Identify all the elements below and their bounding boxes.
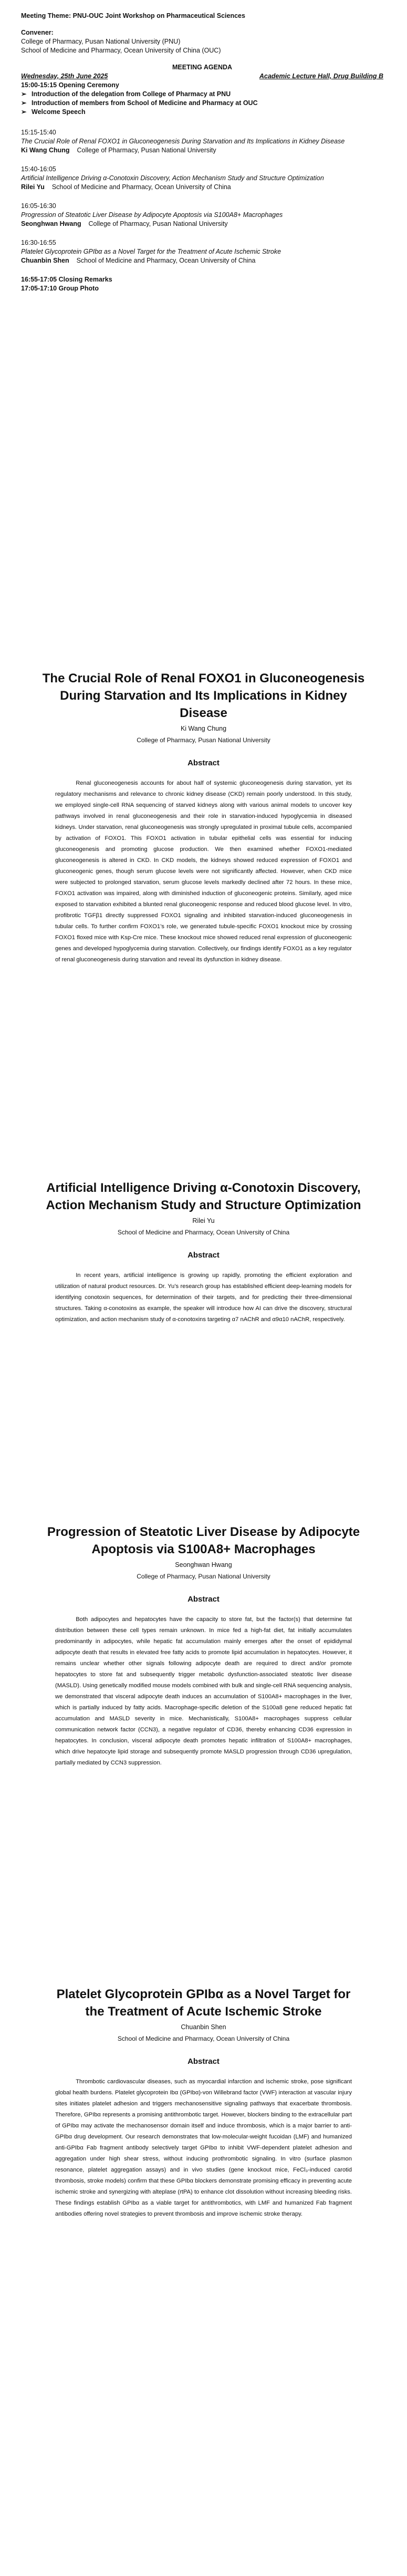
- convener-pnu: College of Pharmacy, Pusan National University (PNU): [21, 38, 181, 45]
- abstract-title: The Crucial Role of Renal FOXO1 in Gluconeogenesis During Starvation and Its Implications in Kidney Disease: [42, 671, 365, 720]
- abstract-section: [0, 1523, 407, 1769]
- talk-title: Progression of Steatotic Liver Disease by Adipocyte Apoptosis via S100A8+ Macrophages: [21, 211, 283, 219]
- convener-label: Convener:: [21, 29, 54, 36]
- talk-time: 16:05-16:30: [21, 202, 56, 210]
- abstract-section: [0, 670, 407, 965]
- abstract-body: Both adipocytes and hepatocytes have the capacity to store fat, but the factor(s) that determine fat distribution between these cell types remain unknown. In mice fed a high-fat diet, fat initially accumulates predominantly in adipocytes, while hepatic fat accumulation mainly emerges after the onset of epididymal adipocyte death that results in elevated free fatty acids to promote lipid accumulation in hepatocytes. However, it remains unclear whether other signals following adipocyte death are required to direct and/or promote hepatocytes to store fat and subsequently trigger metabolic dysfunction-associated steatotic liver disease (MASLD). Using genetically modified mouse models combined with bulk and single-cell RNA sequencing analysis, we demonstrated that visceral adipocyte death induces an accumulation of S100A8+ macrophages in the liver, which is partially induced by fatty acids. Macrophage-specific deletion of the S100a8 gene reduced hepatic fat accumulation and MASLD severity in mice. Mechanistically, S100A8+ macrophages suppress cellular communication network factor (CCN3), a negative regulator of CD36, thereby enhancing CD36 expression in hepatocytes. In conclusion, visceral adipocyte death promotes hepatic infiltration of S100A8+ macrophages, which drive hepatocyte lipid storage and subsequently promote MASLD progression through CD36 upregulation, partially mediated by CCN3 suppression.: [55, 1616, 352, 1766]
- abstract-speaker: Ki Wang Chung: [180, 725, 227, 732]
- talk-title: The Crucial Role of Renal FOXO1 in Gluconeogenesis During Starvation and Its Implications in Kidney Disease: [21, 138, 345, 145]
- agenda-talk: [21, 165, 383, 192]
- abstract-speaker: Rilei Yu: [192, 1217, 215, 1224]
- abstract-affiliation: College of Pharmacy, Pusan National University: [137, 736, 270, 744]
- agenda-talk: [21, 202, 383, 228]
- abstract-title: Progression of Steatotic Liver Disease by Adipocyte Apoptosis via S100A8+ Macrophages: [47, 1525, 360, 1556]
- closing-remarks: 16:55-17:05 Closing Remarks: [21, 276, 112, 283]
- bullet-arrow-icon: ➢: [21, 99, 27, 107]
- abstract-heading: Abstract: [187, 759, 220, 767]
- convener-ouc: School of Medicine and Pharmacy, Ocean University of China (OUC): [21, 47, 221, 54]
- abstract-affiliation: School of Medicine and Pharmacy, Ocean University of China: [117, 1229, 290, 1236]
- meeting-date: Wednesday, 25th June 2025: [21, 72, 108, 80]
- abstract-title: Platelet Glycoprotein GPIbα as a Novel Target for the Treatment of Acute Ischemic Stroke: [56, 1987, 351, 2019]
- talk-speaker: Ki Wang Chung: [21, 147, 70, 154]
- agenda-talk: [21, 238, 383, 265]
- agenda-heading: MEETING AGENDA: [172, 64, 233, 71]
- talk-affiliation: College of Pharmacy, Pusan National University: [88, 220, 228, 227]
- abstract-heading: Abstract: [187, 1251, 220, 1260]
- talk-time: 15:15-15:40: [21, 129, 56, 136]
- group-photo: 17:05-17:10 Group Photo: [21, 285, 99, 292]
- talk-time: 16:30-16:55: [21, 239, 56, 246]
- abstract-body: Renal gluconeogenesis accounts for about half of systemic gluconeogenesis during starvation, yet its regulatory mechanisms and relevance to chronic kidney disease (CKD) remain poorly understood. In this study, we employed single-cell RNA sequencing of starved kidneys along with various animal models to uncover key pathways involved in renal gluconeogenesis and their role in starvation-induced hypoglycemia in diseased kidneys. Under starvation, renal gluconeogenesis was strongly upregulated in proximal tubule cells, accompanied by activation of FOXO1. This FOXO1 activation in tubular epithelial cells was essential for inducing gluconeogenesis and promoting glucose production. We then examined whether FOXO1-mediated gluconeogenesis is altered in CKD. In CKD models, the kidneys showed reduced expression of FOXO1 and gluconeogenic genes, though serum glucose levels were not significantly affected. However, when CKD mice were subjected to prolonged starvation, serum glucose levels markedly declined after 72 hours. In these mice, FOXO1 activation was impaired, along with diminished induction of gluconeogenic proteins. Similarly, aged mice exposed to starvation exhibited a blunted renal gluconeogenic response and reduced blood glucose level. In vitro, profibrotic TGFβ1 directly suppressed FOXO1 signaling and inhibited starvation-induced gluconeogenesis in tubular cells. To further confirm FOXO1’s role, we generated tubule-specific FOXO1 knockout mice by crossing FOXO1 floxed mice with Ksp-Cre mice. These knockout mice showed reduced renal expression of gluconeogenic genes and developed hypoglycemia during starvation. Collectively, our findings identify FOXO1 as a key regulator of renal gluconeogenesis during starvation and reveal its dysfunction in kidney disease.: [55, 780, 352, 963]
- list-item: ➢ Introduction of members from School of Medicine and Pharmacy at OUC: [21, 99, 258, 107]
- abstract-affiliation: College of Pharmacy, Pusan National University: [137, 1573, 270, 1580]
- agenda-talk: [21, 128, 383, 155]
- abstract-speaker: Chuanbin Shen: [181, 2023, 226, 2031]
- talk-speaker: Seonghwan Hwang: [21, 220, 81, 227]
- meeting-theme: Meeting Theme: PNU-OUC Joint Workshop on Pharmaceutical Sciences: [21, 12, 245, 19]
- abstract-affiliation: School of Medicine and Pharmacy, Ocean University of China: [117, 2035, 290, 2042]
- opening-items: [21, 90, 383, 117]
- abstract-section: [0, 1986, 407, 2220]
- bullet-arrow-icon: ➢: [21, 108, 27, 116]
- abstract-body: Thrombotic cardiovascular diseases, such as myocardial infarction and ischemic stroke, pose significant global health burdens. Platelet glycoprotein Ibα (GPIbα)-von Willebrand factor (VWF) interaction at vascular injury sites initiates platelet adhesion and triggers mechanosensitive signaling pathways that exacerbate thrombosis. Therefore, GPIbα represents a promising antithrombotic target. However, blockers binding to the extracellular part of GPIbα may activate the mechanosensor domain itself and induce thrombosis, which is a major barrier to anti-GPIbα drug development. Our research demonstrates that low-molecular-weight fucoidan (LMF) and humanized anti-GPIbα Fab fragment antibody selectively target GPIbα to inhibit VWF-dependent platelet adhesion and aggregation under high shear stress, without inducing prothrombotic signaling. In vitro (surface plasmon resonance, platelet aggregation assays) and in vivo studies (gene knockout mice, FeCl₃-induced carotid thrombosis, stroke models) confirm that these GPIbα blockers demonstrate promising efficacy in preventing acute ischemic stroke and synergizing with alteplase (rtPA) to enhance clot dissolution without increasing bleeding risks. These findings establish GPIbα as a viable target for antithrombotics, with LMF and humanized Fab fragment antibodies offering novel strategies to prevent thrombosis and improve ischemic stroke therapy.: [55, 2079, 352, 2217]
- list-item: ➢ Introduction of the delegation from College of Pharmacy at PNU: [21, 90, 231, 98]
- talk-affiliation: College of Pharmacy, Pusan National University: [77, 147, 216, 154]
- talk-speaker: Rilei Yu: [21, 183, 45, 191]
- abstract-title: Artificial Intelligence Driving α-Conotoxin Discovery, Action Mechanism Study and Structure Optimization: [46, 1181, 361, 1212]
- talk-speaker: Chuanbin Shen: [21, 257, 69, 264]
- talk-affiliation: School of Medicine and Pharmacy, Ocean University of China: [51, 183, 231, 191]
- date-venue-row: [21, 72, 383, 81]
- abstract-body: In recent years, artificial intelligence is growing up rapidly, promoting the efficient exploration and utilization of natural product resources. Dr. Yu’s research group has established efficient deep-learning models for identifying conotoxin sequences, for determination of their targets, and for predicting their three-dimensional structures. Taking α-conotoxins as example, the speaker will introduce how AI can drive the discovery, structural optimization, and action mechanism study of α-conotoxins targeting α7 nAChR and α9α10 nAChR, respectively.: [55, 1272, 352, 1323]
- talk-title: Platelet Glycoprotein GPIbα as a Novel Target for the Treatment of Acute Ischemic Stroke: [21, 248, 281, 255]
- opening-ceremony: 15:00-15:15 Opening Ceremony: [21, 81, 119, 89]
- talk-title: Artificial Intelligence Driving α-Conotoxin Discovery, Action Mechanism Study and Structure Optimization: [21, 174, 324, 182]
- abstract-heading: Abstract: [187, 1595, 220, 1604]
- abstract-section: [0, 1179, 407, 1325]
- abstract-speaker: Seonghwan Hwang: [175, 1561, 232, 1569]
- abstract-heading: Abstract: [187, 2057, 220, 2066]
- talk-affiliation: School of Medicine and Pharmacy, Ocean University of China: [76, 257, 256, 264]
- talk-time: 15:40-16:05: [21, 165, 56, 173]
- bullet-arrow-icon: ➢: [21, 90, 27, 98]
- meeting-agenda: [21, 12, 383, 293]
- meeting-venue: Academic Lecture Hall, Drug Building B: [259, 72, 383, 80]
- list-item: ➢ Welcome Speech: [21, 108, 86, 116]
